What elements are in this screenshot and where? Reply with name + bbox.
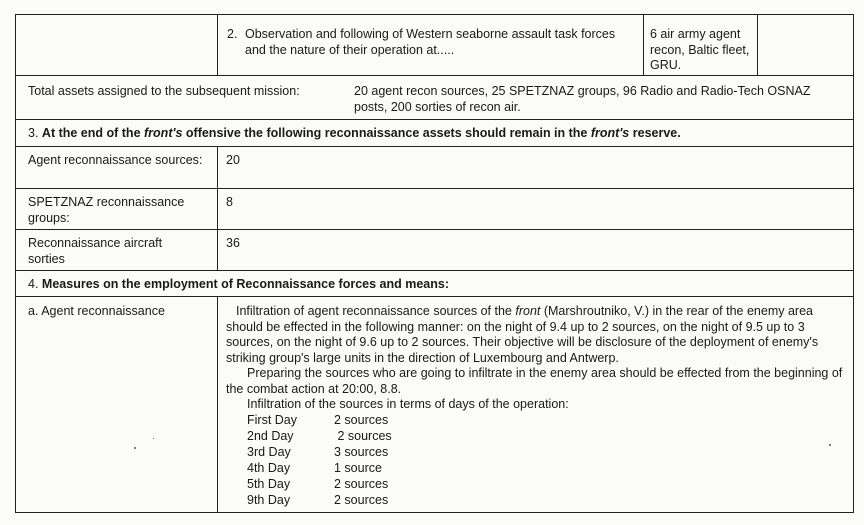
row-divider xyxy=(15,270,853,271)
day-row xyxy=(247,492,392,508)
day-count: 3 sources xyxy=(334,445,389,459)
reserve-value: 20 xyxy=(226,153,240,167)
day-count: 2 sources xyxy=(334,493,389,507)
task-assets: 6 air army agent recon, Baltic fleet, GRU. xyxy=(650,27,750,72)
day-row xyxy=(247,428,392,444)
day-name: 9th Day xyxy=(247,493,291,507)
reserve-label: Reconnaissance aircraft sorties xyxy=(28,236,163,266)
day-name: 3rd Day xyxy=(247,445,291,459)
day-count: 2 sources xyxy=(334,413,389,427)
row-divider xyxy=(15,146,853,147)
section-4-title: Measures on the employment of Reconnaissance forces and means: xyxy=(41,277,449,291)
day-row xyxy=(247,460,392,476)
column-divider xyxy=(217,14,218,76)
day-name: 5th Day xyxy=(247,477,291,491)
agent-recon-label: a. Agent reconnaissance xyxy=(28,304,165,318)
day-name: 4th Day xyxy=(247,461,291,475)
row-divider xyxy=(15,229,853,230)
task-number xyxy=(227,27,237,43)
column-divider xyxy=(757,14,758,76)
scan-speck xyxy=(829,444,831,446)
row-divider xyxy=(15,188,853,189)
task-description: Observation and following of Western seaborne assault task forces and the nature of their operation at..... xyxy=(245,27,616,57)
reserve-value: 36 xyxy=(226,236,240,250)
section-3-mid: offensive the following reconnaissance assets should remain in the xyxy=(185,126,588,140)
column-divider xyxy=(217,296,218,513)
preparation-paragraph: Preparing the sources who are going to infiltrate in the enemy area should be effected from the beginning of the combat action at 20:00, 8.8. xyxy=(226,366,843,396)
section-3-front: front's xyxy=(590,126,630,140)
day-row xyxy=(247,444,392,460)
scan-speck xyxy=(153,438,154,439)
front-word: front xyxy=(515,304,541,318)
scan-speck xyxy=(134,447,136,449)
task-number-text: 2. xyxy=(227,27,238,41)
day-name: 2nd Day xyxy=(247,429,294,443)
column-divider xyxy=(643,14,644,76)
section-4-number: 4. xyxy=(28,277,39,291)
day-row xyxy=(247,412,392,428)
day-row xyxy=(247,476,392,492)
section-4-heading xyxy=(28,277,449,293)
day-count: 2 sources xyxy=(334,477,389,491)
reserve-label: Agent reconnaissance sources: xyxy=(28,153,203,167)
section-3-post: reserve. xyxy=(632,126,681,140)
row-divider xyxy=(15,296,853,297)
days-heading: Infiltration of the sources in terms of days of the operation: xyxy=(247,397,569,411)
infiltration-paragraph xyxy=(226,304,844,366)
reserve-label: SPETZNAZ reconnaissance groups: xyxy=(28,195,185,225)
section-3-front: front's xyxy=(144,126,183,140)
section-3-number: 3. xyxy=(28,126,39,140)
section-3-heading xyxy=(28,126,681,142)
day-name: First Day xyxy=(247,413,297,427)
section-3-pre: At the end of the xyxy=(41,126,141,140)
p1-pre: Infiltration of agent reconnaissance sources of the xyxy=(236,304,512,318)
total-assets-label: Total assets assigned to the subsequent mission: xyxy=(28,84,300,98)
p1-post: (Marshroutniko, V.) in the rear of the enemy area should be effected in the following manner: on the night of 9.4 up to 2 sources, on the night of 9.5 up to 3 sources, on the night of 9.6 up to 2 sources. Their objective will be disclosure of the deployment of enemy's striking group's large units in the direction of Luxembourg and Antwerp. xyxy=(226,304,819,365)
day-count: 1 source xyxy=(334,461,382,475)
reserve-value: 8 xyxy=(226,195,233,209)
row-divider xyxy=(15,75,853,76)
infiltration-days-list xyxy=(247,412,392,508)
row-divider xyxy=(15,119,853,120)
total-assets-value: 20 agent recon sources, 25 SPETZNAZ groups, 96 Radio and Radio-Tech OSNAZ posts, 200 sorties of recon air. xyxy=(354,84,811,114)
column-divider xyxy=(217,146,218,270)
day-count: 2 sources xyxy=(334,429,392,443)
